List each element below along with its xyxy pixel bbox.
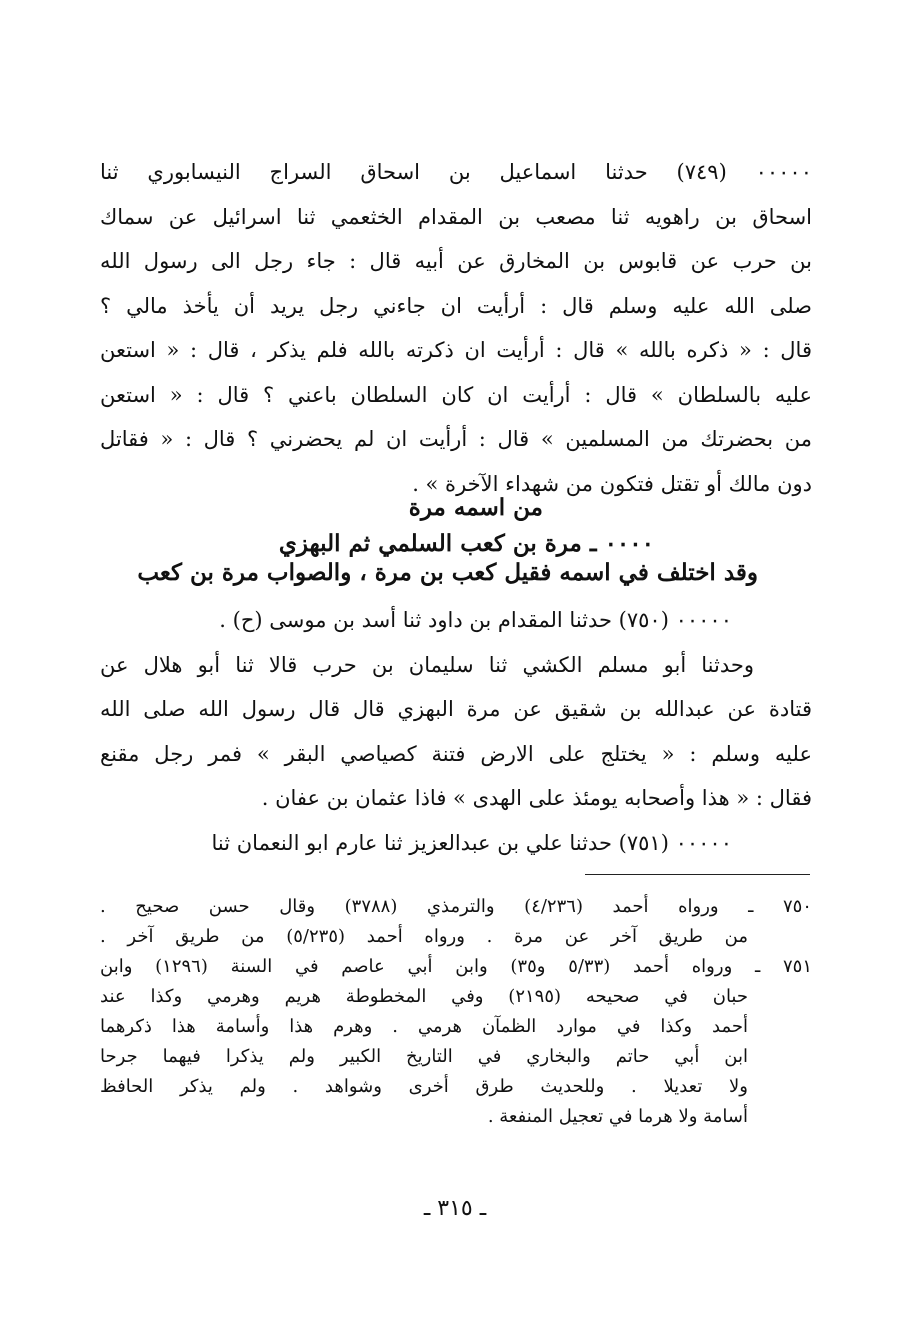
hadith-749 — [100, 150, 812, 506]
text-line: ٠٠٠٠٠ (٧٤٩) حدثنا اسماعيل بن اسحاق السراج النيسابوري ثنا — [100, 160, 812, 184]
text-line: صلى الله عليه وسلم قال : أرأيت ان جاءني رجل يريد أن يأخذ مالي ؟ — [100, 293, 812, 318]
text-line: من بحضرتك من المسلمين » قال : أرأيت ان لم يحضرني ؟ قال : « فقاتل — [100, 427, 812, 451]
section-heading: من اسمه مرة — [408, 494, 543, 521]
text-line: دون مالك أو تقتل فتكون من شهداء الآخرة » . — [412, 471, 812, 496]
chapter-heading: ٠٠٠٠ ـ مرة بن كعب السلمي ثم البهزي — [278, 530, 654, 557]
footnote-line: من طريق آخر عن مرة . ورواه أحمد (٥/٢٣٥) من طريق آخر . — [100, 926, 748, 947]
text-line: قتادة عن عبدالله بن شقيق عن مرة البهزي قال قال رسول الله صلى الله — [100, 697, 812, 721]
footnote-line: حبان في صحيحه (٢١٩٥) وفي المخطوطة هريم وهرمي وكذا عند — [100, 986, 748, 1007]
chapter-subheading: وقد اختلف في اسمه فقيل كعب بن مرة ، والصواب مرة بن كعب — [137, 559, 758, 586]
footnote-separator — [585, 874, 810, 875]
text-line: ٠٠٠٠٠ (٧٥١) حدثنا علي بن عبدالعزيز ثنا عارم ابو النعمان ثنا — [211, 830, 732, 855]
footnotes — [100, 892, 812, 1132]
hadith-750 — [100, 598, 812, 865]
footnote-line: ولا تعديلا . وللحديث طرق أخرى وشواهد . ولم يذكر الحافظ — [100, 1076, 748, 1097]
text-line: ٠٠٠٠٠ (٧٥٠) حدثنا المقدام بن داود ثنا أسد بن موسى (ح) . — [219, 608, 732, 632]
footnote-line: ابن أبي حاتم والبخاري في التاريخ الكبير ولم يذكرا فيهما جرحا — [100, 1046, 748, 1067]
text-line: عليه بالسلطان » قال : أرأيت ان كان السلطان باعني ؟ قال : « استعن — [100, 382, 812, 407]
text-line: قال : « ذكره بالله » قال : أرأيت ان ذكرته بالله فلم يذكر ، قال : « استعن — [100, 338, 812, 362]
footnote-line: ٧٥١ ـ ورواه أحمد (٥/٣٣ و٣٥) وابن أبي عاصم في السنة (١٢٩٦) وابن — [100, 956, 813, 977]
text-line: بن حرب عن قابوس بن المخارق عن أبيه قال : جاء رجل الى رسول الله — [100, 249, 812, 273]
text-line: عليه وسلم : « يختلج على الارض فتنة كصياصي البقر » فمر رجل مقنع — [100, 741, 812, 766]
page-number: ـ ٣١٥ ـ — [423, 1196, 487, 1221]
footnote-line: أحمد وكذا في موارد الظمآن هرمي . وهرم هذا وأسامة هذا ذكرهما — [100, 1016, 748, 1037]
text-line: فقال : « هذا وأصحابه يومئذ على الهدى » فاذا عثمان بن عفان . — [261, 786, 812, 810]
footnote-line: ٧٥٠ ـ ورواه أحمد (٤/٢٣٦) والترمذي (٣٧٨٨) وقال حسن صحيح . — [100, 896, 812, 917]
footnote-line: أسامة ولا هرما في تعجيل المنفعة . — [487, 1106, 748, 1127]
text-line: وحدثنا أبو مسلم الكشي ثنا سليمان بن حرب قالا ثنا أبو هلال عن — [100, 652, 754, 677]
text-line: اسحاق بن راهويه ثنا مصعب بن المقدام الخثعمي ثنا اسرائيل عن سماك — [100, 204, 812, 229]
